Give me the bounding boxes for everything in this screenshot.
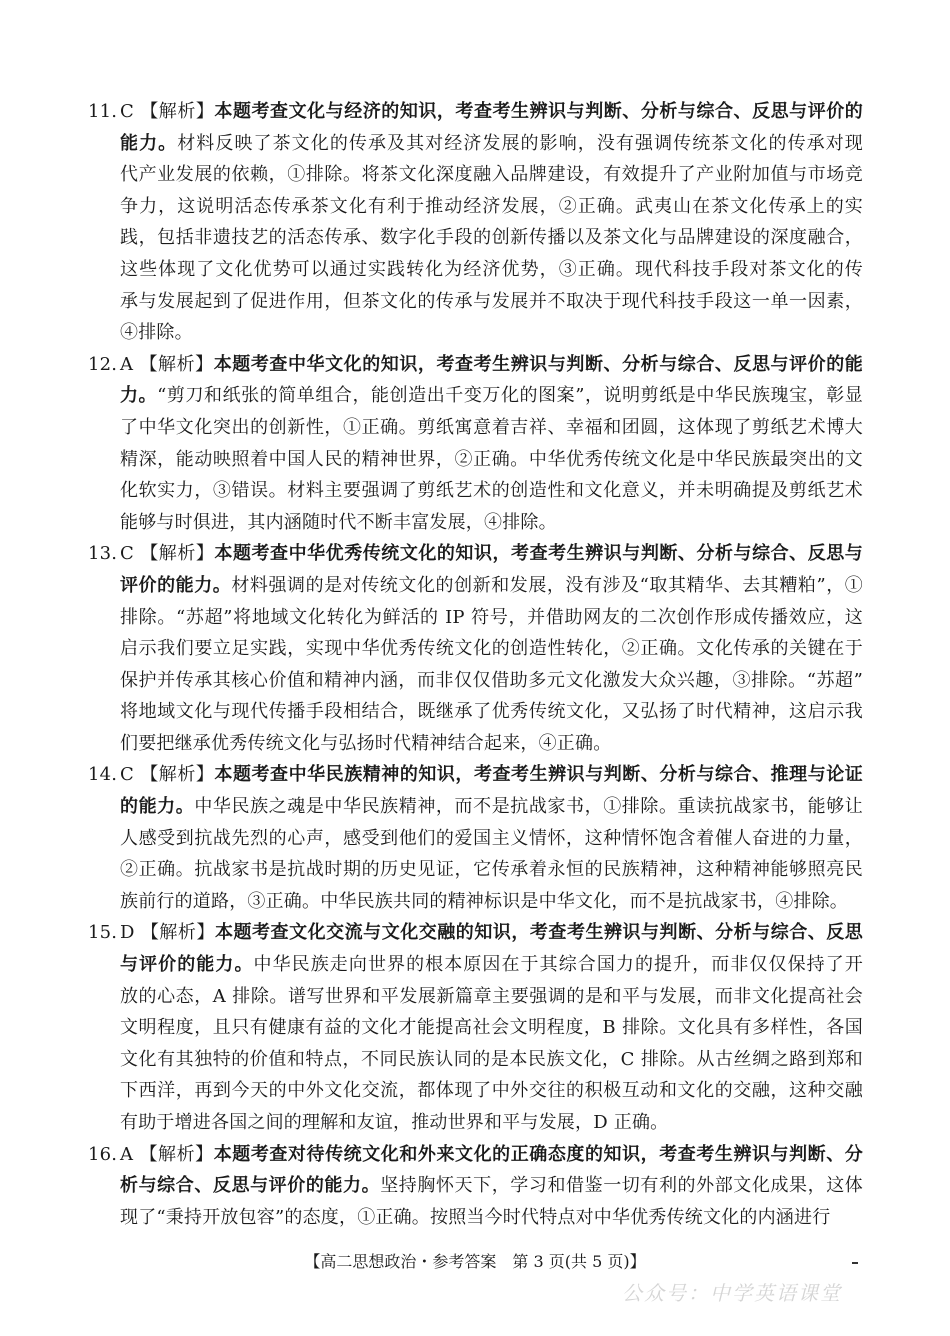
answer-text (120, 633, 863, 665)
analysis-text: 排除。“苏超”将地域文化转化为鲜活的 IP 符号，并借助网友的二次创作形成传播效应，这 (120, 606, 863, 628)
answer-line (88, 602, 863, 634)
answer-list (88, 96, 863, 1233)
analysis-text: “剪刀和纸张的简单组合，能创造出千变万化的图案”，说明剪纸是中华民族瑰宝，彰显 (157, 385, 863, 407)
analysis-text: 能够与时俱进，其内涵随时代不断丰富发展，④排除。 (120, 511, 557, 533)
analysis-text: 们要把继承优秀传统文化与弘扬时代精神结合起来，④正确。 (120, 732, 612, 754)
answer-text (120, 823, 863, 855)
footer-mark (852, 1262, 858, 1264)
answer-text (120, 1012, 863, 1044)
analysis-text: 保护并传承其核心价值和精神内涵，而非仅仅借助多元文化激发大众兴趣，③排除。“苏超” (120, 669, 863, 691)
answer-text (120, 665, 863, 697)
answer-text (120, 728, 863, 760)
answer-text (120, 981, 863, 1013)
answer-text (120, 380, 863, 412)
answer-key: C 【解析】 (120, 764, 215, 786)
answer-text (120, 254, 863, 286)
analysis-lead: 评价的能力。 (120, 574, 232, 596)
answer-line (88, 949, 863, 981)
answer-text (120, 1075, 863, 1107)
answer-line (88, 1075, 863, 1107)
question-number: 14. (88, 764, 118, 786)
answer-line (88, 254, 863, 286)
answer-line (88, 96, 863, 128)
analysis-text: 文化有其独特的价值和特点，不同民族认同的是本民族文化，C 排除。从古丝绸之路到郑和 (120, 1048, 863, 1070)
analysis-text: 放的心态，A 排除。谱写世界和平发展新篇章主要强调的是和平与发展，而非文化提高社会 (120, 985, 863, 1007)
answer-text (120, 475, 863, 507)
answer-line (88, 1044, 863, 1076)
answer-key: A 【解析】 (120, 1143, 214, 1165)
answer-line (88, 1170, 863, 1202)
answer-line (88, 728, 863, 760)
analysis-text: 中华民族走向世界的根本原因在于其综合国力的提升，而非仅仅保持了开 (253, 954, 863, 976)
analysis-text: 材料反映了茶文化的传承及其对经济发展的影响，没有强调传统茶文化的传承对现 (177, 132, 863, 154)
answer-line (88, 159, 863, 191)
answer-text (120, 317, 863, 349)
answer-item (88, 349, 863, 539)
answer-item (88, 96, 863, 349)
answer-line (88, 1012, 863, 1044)
answer-key: A 【解析】 (120, 353, 214, 375)
analysis-text: 争力，这说明活态传承茶文化有利于推动经济发展，②正确。武夷山在茶文化传承上的实 (120, 195, 863, 217)
answer-line (88, 1139, 863, 1171)
answer-line (88, 380, 863, 412)
answer-text (120, 791, 863, 823)
question-number: 16. (88, 1143, 118, 1165)
answer-text (120, 507, 863, 539)
question-number: 11. (88, 101, 118, 122)
answer-text (120, 159, 863, 191)
answer-text (120, 1107, 863, 1139)
answer-text (120, 602, 863, 634)
answer-line (88, 286, 863, 318)
answer-text (120, 759, 863, 791)
analysis-text: 中华民族之魂是中华民族精神，而不是抗战家书，①排除。重读抗战家书，能够让 (194, 796, 863, 818)
answer-line (88, 823, 863, 855)
answer-item (88, 917, 863, 1138)
analysis-text: 坚持胸怀天下，学习和借鉴一切有利的外部文化成果，这体 (380, 1175, 863, 1197)
analysis-lead: 的能力。 (120, 796, 195, 818)
answer-line (88, 917, 863, 949)
analysis-lead: 本题考查中华文化的知识，考查考生辨识与判断、分析与综合、反思与评价的能 (213, 353, 864, 375)
page-footer: 【高二思想政治・参考答案 第 3 页(共 5 页)】 (304, 1252, 646, 1271)
answer-text (120, 191, 863, 223)
answer-line (88, 317, 863, 349)
answer-text (120, 886, 863, 918)
analysis-lead: 与评价的能力。 (120, 954, 254, 976)
analysis-text: 践，包括非遗技艺的活态传承、数字化手段的创新传播以及茶文化与品牌建设的深度融合， (120, 227, 863, 249)
analysis-text: 精深，能动映照着中国人民的精神世界，②正确。中华优秀传统文化是中华民族最突出的文 (120, 448, 863, 470)
answer-line (88, 665, 863, 697)
analysis-lead: 析与综合、反思与评价的能力。 (120, 1175, 381, 1197)
analysis-lead: 力。 (120, 385, 158, 407)
answer-line (88, 886, 863, 918)
answer-key: C 【解析】 (120, 101, 215, 122)
analysis-lead: 本题考查中华优秀传统文化的知识，考查考生辨识与判断、分析与综合、反思与 (214, 543, 863, 565)
answer-line (88, 570, 863, 602)
answer-text (120, 538, 863, 570)
analysis-text: ②正确。抗战家书是抗战时期的历史见证，它传承着永恒的民族精神，这种精神能够照亮民 (120, 859, 863, 881)
answer-text (120, 696, 863, 728)
answer-key: D 【解析】 (120, 922, 215, 944)
analysis-text: 这些体现了文化优势可以通过实践转化为经济优势，③正确。现代科技手段对茶文化的传 (120, 258, 863, 280)
answer-line (88, 349, 863, 381)
answer-line (88, 633, 863, 665)
answer-line (88, 128, 863, 160)
analysis-text: 下西洋，再到今天的中外文化交流，都体现了中外交往的积极互动和文化的交融，这种交融 (120, 1080, 863, 1102)
analysis-text: 将地域文化与现代传播手段相结合，既继承了优秀传统文化，又弘扬了时代精神，这启示我 (120, 701, 863, 723)
answer-text (120, 1170, 863, 1202)
answer-line (88, 222, 863, 254)
answer-line (88, 475, 863, 507)
answer-line (88, 444, 863, 476)
answer-line (88, 696, 863, 728)
question-number: 13. (88, 543, 118, 565)
answer-text (120, 1139, 863, 1171)
answer-key: C 【解析】 (120, 543, 215, 565)
answer-text (120, 286, 863, 318)
analysis-lead: 本题考查对待传统文化和外来文化的正确态度的知识，考查考生辨识与判断、分 (213, 1143, 864, 1165)
answer-line (88, 412, 863, 444)
answer-line (88, 538, 863, 570)
analysis-lead: 本题考查文化交流与文化交融的知识，考查考生辨识与判断、分析与综合、反思 (214, 922, 864, 944)
answer-text (120, 444, 863, 476)
answer-item (88, 538, 863, 759)
answer-line (88, 791, 863, 823)
answer-line (88, 507, 863, 539)
analysis-text: 人感受到抗战先烈的心声，感受到他们的爱国主义情怀，这种情怀饱含着催人奋进的力量， (120, 827, 863, 849)
answer-text (120, 222, 863, 254)
question-number: 12. (88, 353, 118, 375)
answer-text (120, 96, 863, 128)
analysis-lead: 本题考查文化与经济的知识，考查考生辨识与判断、分析与综合、反思与评价的 (214, 101, 863, 122)
answer-text (120, 128, 863, 160)
answer-line (88, 191, 863, 223)
answer-text (120, 949, 863, 981)
answer-item (88, 1139, 863, 1234)
answer-text (120, 1202, 863, 1234)
answer-line (88, 981, 863, 1013)
answer-text (120, 917, 863, 949)
answer-line (88, 759, 863, 791)
analysis-text: 化软实力，③错误。材料主要强调了剪纸艺术的创造性和文化意义，并未明确提及剪纸艺术 (120, 480, 863, 502)
analysis-lead: 本题考查中华民族精神的知识，考查考生辨识与判断、分析与综合、推理与论证 (214, 764, 863, 786)
analysis-text: 材料强调的是对传统文化的创新和发展，没有涉及“取其精华、去其糟粕”，① (231, 574, 863, 596)
analysis-text: 承与发展起到了促进作用，但茶文化的传承与发展并不取决于现代科技手段这一单一因素， (120, 290, 863, 312)
analysis-lead: 能力。 (120, 132, 178, 154)
answer-line (88, 1202, 863, 1234)
analysis-text: 族前行的道路，③正确。中华民族共同的精神标识是中华文化，而不是抗战家书，④排除。 (120, 890, 848, 912)
answer-text (120, 412, 863, 444)
analysis-text: 现了“秉持开放包容”的态度，①正确。按照当今时代特点对中华优秀传统文化的内涵进行 (120, 1206, 831, 1228)
answer-text (120, 854, 863, 886)
question-number: 15. (88, 922, 118, 944)
answer-text (120, 349, 863, 381)
analysis-text: 代产业发展的依赖，①排除。将茶文化深度融入品牌建设，有效提升了产业附加值与市场竞 (120, 164, 863, 186)
analysis-text: 启示我们要立足实践，实现中华优秀传统文化的创造性转化，②正确。文化传承的关键在于 (120, 638, 863, 660)
analysis-text: 有助于增进各国之间的理解和友谊，推动世界和平与发展，D 正确。 (120, 1112, 669, 1133)
answer-line (88, 1107, 863, 1139)
answer-line (88, 854, 863, 886)
analysis-text: 了中华文化突出的创新性，①正确。剪纸寓意着吉祥、幸福和团圆，这体现了剪纸艺术博大 (120, 416, 863, 438)
answer-text (120, 570, 863, 602)
analysis-text: 文明程度，且只有健康有益的文化才能提高社会文明程度，B 排除。文化具有多样性，各国 (120, 1017, 863, 1039)
answer-text (120, 1044, 863, 1076)
answer-item (88, 759, 863, 917)
watermark: 公众号：中学英语课堂 (622, 1281, 842, 1305)
analysis-text: ④排除。 (120, 322, 193, 344)
